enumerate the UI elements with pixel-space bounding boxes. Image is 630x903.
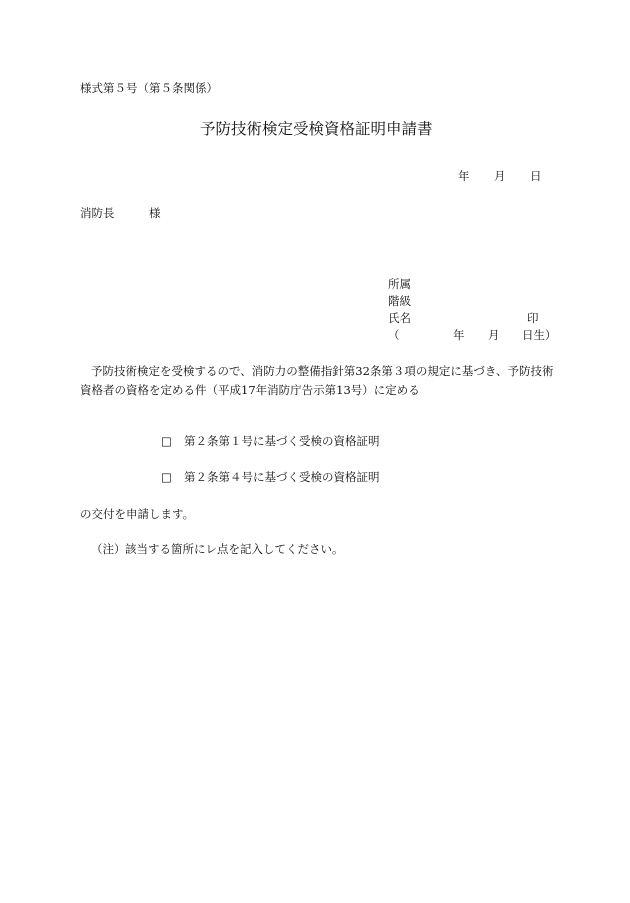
- affiliation-label: 所属: [388, 277, 411, 291]
- birth-month: 月: [488, 328, 500, 342]
- checkbox-icon[interactable]: □: [161, 434, 172, 448]
- checkbox-icon[interactable]: □: [161, 470, 172, 484]
- document-title: 予防技術検定受検資格証明申請書: [200, 120, 433, 138]
- birth-open: （: [388, 328, 400, 342]
- note-text: 該当する箇所にレ点を記入してください。: [125, 542, 344, 556]
- option-label: 第２条第１号に基づく受検の資格証明: [184, 434, 380, 448]
- rank-label: 階級: [388, 294, 411, 308]
- date-month: 月: [494, 169, 506, 183]
- note-prefix: （注）: [91, 542, 126, 556]
- closing-text: の交付を申請します。: [80, 507, 195, 521]
- seal-mark: 印: [527, 311, 539, 325]
- date-year: 年: [458, 169, 470, 183]
- birth-day: 日生）: [522, 328, 557, 342]
- addressee-name: 消防長: [80, 206, 115, 220]
- body-paragraph: 予防技術検定を受検するので、消防力の整備指針第32条第３項の規定に基づき、予防技術資格者の資格を定める件（平成17年消防庁告示第13号）に定める: [80, 364, 554, 397]
- date-day: 日: [530, 169, 542, 183]
- addressee-honorific: 様: [149, 206, 161, 220]
- birth-year: 年: [453, 328, 465, 342]
- option-label: 第２条第４号に基づく受検の資格証明: [184, 470, 380, 484]
- form-number: 様式第５号（第５条関係）: [80, 81, 218, 95]
- name-label: 氏名: [388, 311, 411, 325]
